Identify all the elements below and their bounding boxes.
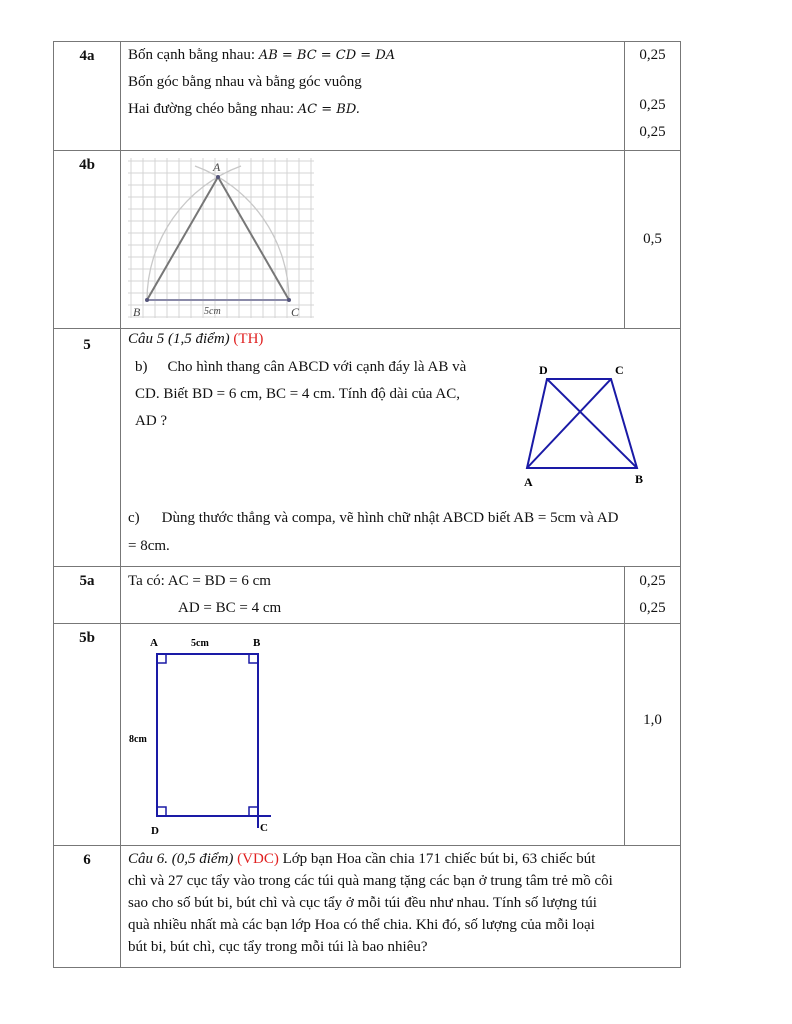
vertex-label-c: C: [291, 305, 300, 319]
row-content: [121, 567, 625, 624]
side-length-label: 5cm: [204, 306, 221, 317]
text-line: Bốn góc bằng nhau và bằng góc vuông: [128, 74, 362, 90]
text-line: sao cho số bút bi, bút chì và cục tẩy ở mỗi túi đều như nhau. Tính số lượng túi: [128, 895, 597, 911]
vertex-label-b: B: [253, 637, 261, 649]
table-row-6: [54, 846, 681, 968]
vertex-label-b: B: [635, 472, 644, 486]
question-part-c: c) Dùng thước thẳng và compa, vẽ hình chữ nhật ABCD biết AB = 5cm và AD: [128, 510, 619, 526]
question-part-b: b) Cho hình thang cân ABCD với cạnh đáy là AB và: [135, 359, 467, 375]
text-line: AD ?: [135, 413, 168, 429]
score: 0,25: [639, 124, 666, 140]
answer-table: [53, 41, 681, 968]
text-line: AD = BC = 4 cm: [178, 600, 282, 616]
width-label: 5cm: [191, 638, 209, 649]
vertex-label-b: B: [133, 305, 141, 319]
text-line: quà nhiều nhất mà các bạn lớp Hoa có thể chia. Khi đó, số lượng của mỗi loại: [128, 917, 595, 933]
question-title: Câu 5 (1,5 điểm) (TH): [128, 331, 264, 347]
text-line: Câu 6. (0,5 điểm) (VDC) Lớp bạn Hoa cần chia 171 chiếc bút bi, 63 chiếc bút: [128, 851, 596, 867]
row-label: 4b: [54, 151, 121, 329]
text-line: CD. Biết BD = 6 cm, BC = 4 cm. Tính độ dài của AC,: [135, 386, 460, 402]
vertex-label-c: C: [260, 822, 268, 834]
text-line: Bốn cạnh bằng nhau: AB = BC = CD = DA: [128, 47, 396, 63]
vertex-label-d: D: [539, 363, 548, 377]
table-row-5b: [54, 624, 681, 846]
row-content: [121, 151, 625, 329]
score: 0,25: [639, 97, 666, 113]
score-cell: [625, 567, 681, 624]
score: 0,25: [639, 600, 666, 616]
text-line: Ta có: AC = BD = 6 cm: [128, 573, 271, 589]
table-row-5a: [54, 567, 681, 624]
rectangle-construction-figure: [127, 628, 297, 843]
height-label: 8cm: [129, 734, 147, 745]
table-row-4a: [54, 42, 681, 151]
table-row-4b: [54, 151, 681, 329]
vertex-label-c: C: [615, 363, 624, 377]
score-cell: [625, 624, 681, 846]
row-content: [121, 846, 681, 968]
text-line: Hai đường chéo bằng nhau: AC = BD.: [128, 101, 360, 117]
vertex-label-a: A: [524, 475, 533, 489]
trapezoid-figure: [519, 361, 669, 491]
row-label: 5: [54, 329, 121, 567]
text-line: = 8cm.: [128, 538, 170, 554]
row-label: 4a: [54, 42, 121, 151]
vertex-label-a: A: [213, 160, 221, 174]
score: 0,5: [643, 231, 662, 247]
vertex-label-a: A: [150, 637, 158, 649]
score: 0,25: [639, 47, 666, 63]
score-cell: [625, 42, 681, 151]
score: 0,25: [639, 573, 666, 589]
text-line: chì và 27 cục tẩy vào trong các túi quà mang tặng các bạn ở trung tâm trẻ mồ côi: [128, 873, 613, 889]
table-row-5: [54, 329, 681, 567]
vertex-label-d: D: [151, 825, 159, 837]
row-label: 5a: [54, 567, 121, 624]
triangle-construction-figure: [126, 156, 316, 322]
row-label: 6: [54, 846, 121, 968]
row-content: [121, 624, 625, 846]
row-content: [121, 42, 625, 151]
score: 1,0: [643, 712, 662, 728]
score-cell: [625, 151, 681, 329]
text-line: bút bi, bút chì, cục tẩy trong mỗi túi là bao nhiêu?: [128, 939, 428, 955]
row-label: 5b: [54, 624, 121, 846]
row-content: [121, 329, 681, 567]
